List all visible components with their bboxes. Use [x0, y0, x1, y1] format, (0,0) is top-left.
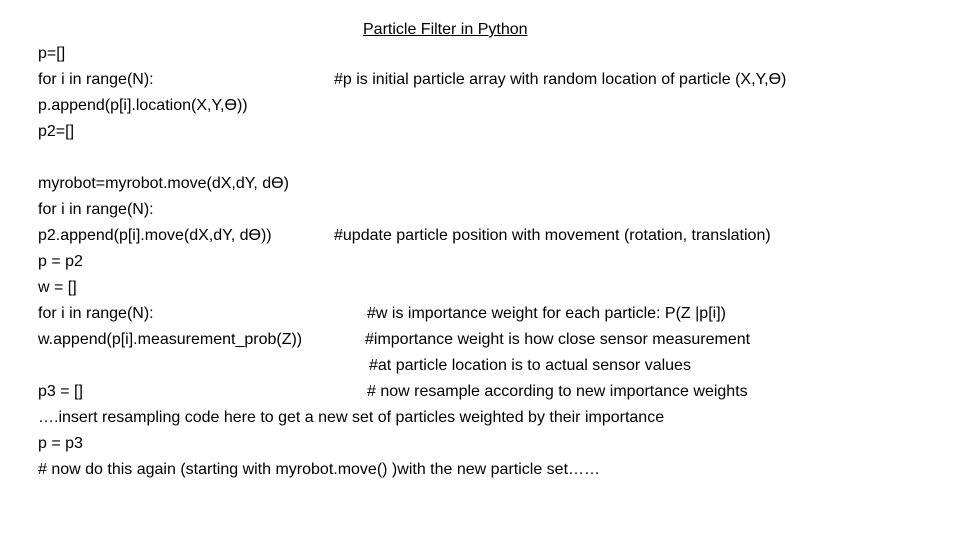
code-line: p2=[] — [38, 123, 75, 140]
code-line: ….insert resampling code here to get a new set of particles weighted by their importance — [38, 409, 665, 426]
code-line: # now do this again (starting with myrobot.move() )with the new particle set…… — [38, 461, 601, 478]
code-line: p.append(p[i].location(X,Y,ϴ)) — [38, 97, 248, 114]
code-comment: #at particle location is to actual sensor values — [369, 357, 691, 374]
code-line: myrobot=myrobot.move(dX,dY, dϴ) — [38, 175, 289, 192]
code-line: for i in range(N): — [38, 201, 154, 218]
code-line: for i in range(N): — [38, 305, 154, 322]
code-line: p = p3 — [38, 435, 83, 452]
code-line: p=[] — [38, 45, 66, 62]
code-comment: # now resample according to new importance weights — [367, 383, 748, 400]
page-title: Particle Filter in Python — [363, 21, 528, 38]
code-line: p = p2 — [38, 253, 83, 270]
code-line: w.append(p[i].measurement_prob(Z)) — [38, 331, 303, 348]
code-line: p3 = [] — [38, 383, 83, 400]
code-line: p2.append(p[i].move(dX,dY, dϴ)) — [38, 227, 272, 244]
code-line: for i in range(N): — [38, 71, 154, 88]
code-comment: #update particle position with movement (rotation, translation) — [334, 227, 771, 244]
code-comment: #p is initial particle array with random location of particle (X,Y,ϴ) — [334, 71, 787, 88]
code-line: w = [] — [38, 279, 77, 296]
code-comment: #importance weight is how close sensor measurement — [365, 331, 751, 348]
code-comment: #w is importance weight for each particle: P(Z |p[i]) — [367, 305, 726, 322]
